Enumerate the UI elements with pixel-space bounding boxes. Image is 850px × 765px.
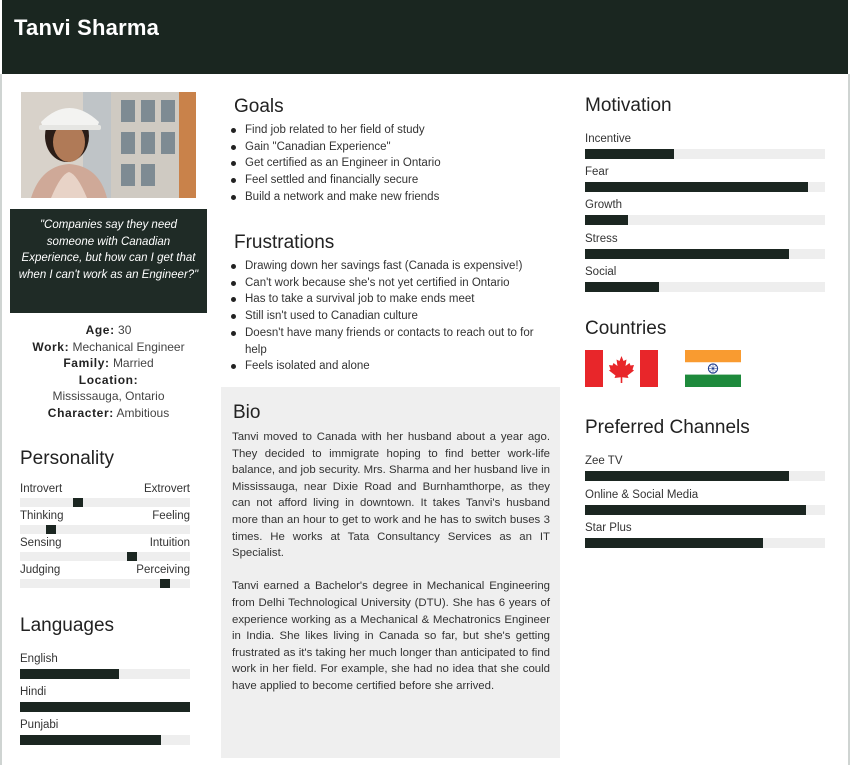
- motivation-label: Social: [585, 266, 617, 278]
- motivation-stress: [585, 232, 825, 259]
- detail-work: [10, 339, 207, 356]
- language-level-bar: [20, 702, 190, 712]
- motivation-label: Incentive: [585, 133, 632, 145]
- motivation-fear: [585, 165, 825, 192]
- language-punjabi: [20, 718, 190, 745]
- motivation-track: [585, 282, 825, 292]
- trait-left-label: Judging: [20, 564, 61, 576]
- list-item: Build a network and make new friends: [224, 189, 554, 206]
- channel-track: [585, 505, 825, 515]
- trait-introvert-extrovert: [20, 483, 190, 507]
- motivation-growth: [585, 198, 825, 225]
- frustrations-title: Frustrations: [234, 232, 335, 253]
- persona-details: [10, 322, 207, 422]
- list-item: Feel settled and financially secure: [224, 172, 554, 189]
- channel-track: [585, 538, 825, 548]
- channel-zee-tv: [585, 454, 825, 481]
- language-track: [20, 702, 190, 712]
- motivation-level-bar: [585, 282, 659, 292]
- detail-value: 30: [118, 323, 132, 337]
- language-label: Punjabi: [20, 719, 59, 731]
- language-label: Hindi: [20, 686, 47, 698]
- channel-level-bar: [585, 471, 789, 481]
- frame-border-left: [0, 74, 2, 765]
- motivation-level-bar: [585, 149, 674, 159]
- page-header: [2, 0, 848, 74]
- detail-key: Location:: [78, 372, 139, 387]
- detail-value: Ambitious: [116, 405, 170, 420]
- goals-title: Goals: [234, 96, 284, 117]
- channel-level-bar: [585, 538, 763, 548]
- persona-quote: "Companies say they need someone with Canadian Experience, but how can I get that when I can't work as an Engineer?": [10, 209, 207, 313]
- detail-character: [10, 405, 207, 422]
- frustrations-list: [224, 258, 554, 375]
- motivation-label: Stress: [585, 233, 618, 245]
- trait-right-label: Perceiving: [136, 564, 190, 576]
- trait-track: [20, 579, 190, 588]
- channel-label: Zee TV: [585, 455, 623, 467]
- trait-left-label: Introvert: [20, 483, 63, 495]
- motivation-level-bar: [585, 182, 808, 192]
- motivation-track: [585, 249, 825, 259]
- list-item: Find job related to her field of study: [224, 122, 554, 139]
- trait-sensing-intuition: [20, 537, 190, 561]
- india-flag-icon: [685, 350, 741, 387]
- motivation-track: [585, 215, 825, 225]
- channel-track: [585, 471, 825, 481]
- bio-text: [232, 429, 550, 695]
- list-item: Drawing down her savings fast (Canada is expensive!): [224, 258, 554, 275]
- bio-title: Bio: [233, 402, 261, 423]
- language-track: [20, 735, 190, 745]
- list-item: Doesn't have many friends or contacts to reach out to for help: [224, 325, 554, 358]
- language-level-bar: [20, 735, 161, 745]
- trait-right-label: Feeling: [152, 510, 190, 522]
- preferred-channels-title: Preferred Channels: [585, 417, 750, 438]
- trait-thinking-feeling: [20, 510, 190, 534]
- detail-value: Mechanical Engineer: [72, 339, 185, 354]
- canada-flag-icon: [585, 350, 658, 387]
- motivation-track: [585, 182, 825, 192]
- detail-location: [10, 372, 207, 405]
- motivation-incentive: [585, 132, 825, 159]
- list-item: Has to take a survival job to make ends meet: [224, 291, 554, 308]
- motivation-title: Motivation: [585, 95, 672, 116]
- persona-photo-illustration: [21, 92, 196, 198]
- trait-left-label: Thinking: [20, 510, 64, 522]
- trait-judging-perceiving: [20, 564, 190, 588]
- list-item: Feels isolated and alone: [224, 358, 554, 375]
- detail-key: Character:: [47, 405, 114, 420]
- personality-title: Personality: [20, 448, 114, 469]
- language-track: [20, 669, 190, 679]
- language-english: [20, 652, 190, 679]
- persona-photo: [21, 92, 196, 198]
- trait-marker: [73, 498, 83, 507]
- motivation-label: Growth: [585, 199, 623, 211]
- bio-paragraph: Tanvi moved to Canada with her husband about a year ago. They decided to immigrate hoping to find better work-life balance, and job security. Mrs. Sharma and her husband live in Mississauga, near Dixie Road and Burnhamthorpe, as they can not afford living in downtown. It takes Tanvi's husband more than an hour to get to work and he has to switch buses 3 times. He works at Tata Consultancy Services as an IT Specialist.: [232, 431, 550, 560]
- list-item: Still isn't used to Canadian culture: [224, 308, 554, 325]
- trait-right-label: Extrovert: [143, 483, 190, 495]
- bio-panel: [221, 387, 560, 758]
- trait-marker: [160, 579, 170, 588]
- detail-key: Work:: [32, 339, 70, 354]
- detail-family: [10, 355, 207, 372]
- channel-level-bar: [585, 505, 806, 515]
- language-level-bar: [20, 669, 119, 679]
- detail-value: Married: [112, 356, 154, 371]
- channel-star-plus: [585, 521, 825, 548]
- trait-track: [20, 498, 190, 507]
- bio-paragraph: Tanvi earned a Bachelor's degree in Mechanical Engineering from Delhi Technological University (DTU). She has 6 years of experience working as a Mechanical & Mechatronics Engineer in India. She likes living in Canada so far, but she's getting frustrated as it's taking her much longer than anticipated to find work in her field. For example, she had no idea that she could have applied to become certified before she arrived.: [232, 580, 550, 692]
- detail-age: [10, 322, 207, 339]
- motivation-level-bar: [585, 215, 628, 225]
- countries-title: Countries: [585, 318, 667, 339]
- channel-label: Star Plus: [585, 522, 632, 534]
- motivation-track: [585, 149, 825, 159]
- persona-name: Tanvi Sharma: [14, 15, 160, 40]
- motivation-level-bar: [585, 249, 789, 259]
- trait-left-label: Sensing: [20, 537, 62, 549]
- goals-list: [224, 122, 554, 206]
- list-item: Get certified as an Engineer in Ontario: [224, 155, 554, 172]
- detail-value: Mississauga, Ontario: [52, 389, 165, 404]
- motivation-label: Fear: [585, 166, 609, 178]
- channel-online-social-media: [585, 488, 825, 515]
- trait-track: [20, 525, 190, 534]
- detail-key: Age:: [85, 323, 115, 337]
- language-label: English: [20, 653, 58, 665]
- channel-label: Online & Social Media: [585, 489, 699, 501]
- detail-key: Family:: [63, 356, 110, 371]
- trait-marker: [46, 525, 56, 534]
- trait-marker: [127, 552, 137, 561]
- trait-track: [20, 552, 190, 561]
- list-item: Can't work because she's not yet certified in Ontario: [224, 275, 554, 292]
- list-item: Gain "Canadian Experience": [224, 139, 554, 156]
- trait-right-label: Intuition: [149, 537, 190, 549]
- language-hindi: [20, 685, 190, 712]
- languages-title: Languages: [20, 615, 115, 636]
- motivation-social: [585, 265, 825, 292]
